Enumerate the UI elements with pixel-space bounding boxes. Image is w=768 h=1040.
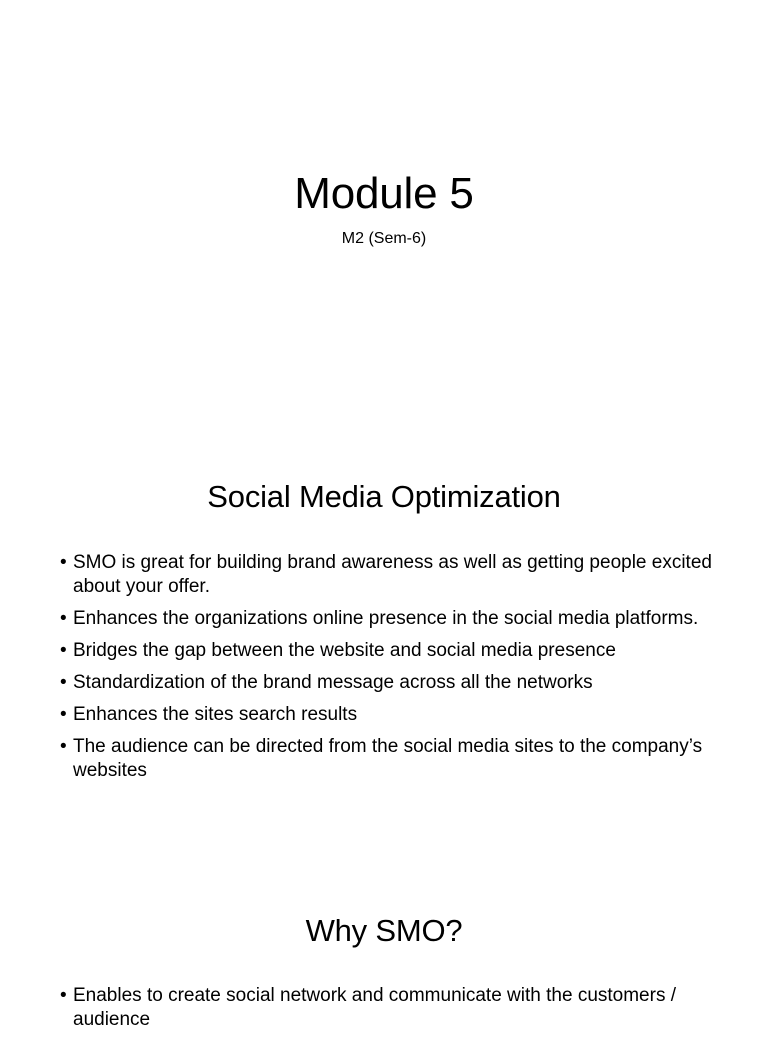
module-subtitle: M2 (Sem-6)	[341, 230, 427, 247]
bullet-item: • Bridges the gap between the website and social media presence	[60, 639, 720, 663]
why-smo-bullet-list	[60, 984, 720, 1040]
bullet-item: • Standardization of the brand message across all the networks	[60, 671, 720, 695]
why-smo-title: Why SMO?	[305, 913, 463, 948]
module-title: Module 5	[294, 169, 474, 218]
smo-bullet-list	[60, 551, 720, 791]
bullet-item: • Enhances the sites search results	[60, 703, 720, 727]
bullet-item: • Enhances the organizations online presence in the social media platforms.	[60, 607, 720, 631]
bullet-item: • Enables to create social network and communicate with the customers / audience	[60, 984, 720, 1032]
bullet-item: • SMO is great for building brand awareness as well as getting people excited about your offer.	[60, 551, 720, 599]
bullet-item: • The audience can be directed from the social media sites to the company’s websites	[60, 735, 720, 783]
smo-title: Social Media Optimization	[207, 479, 561, 514]
